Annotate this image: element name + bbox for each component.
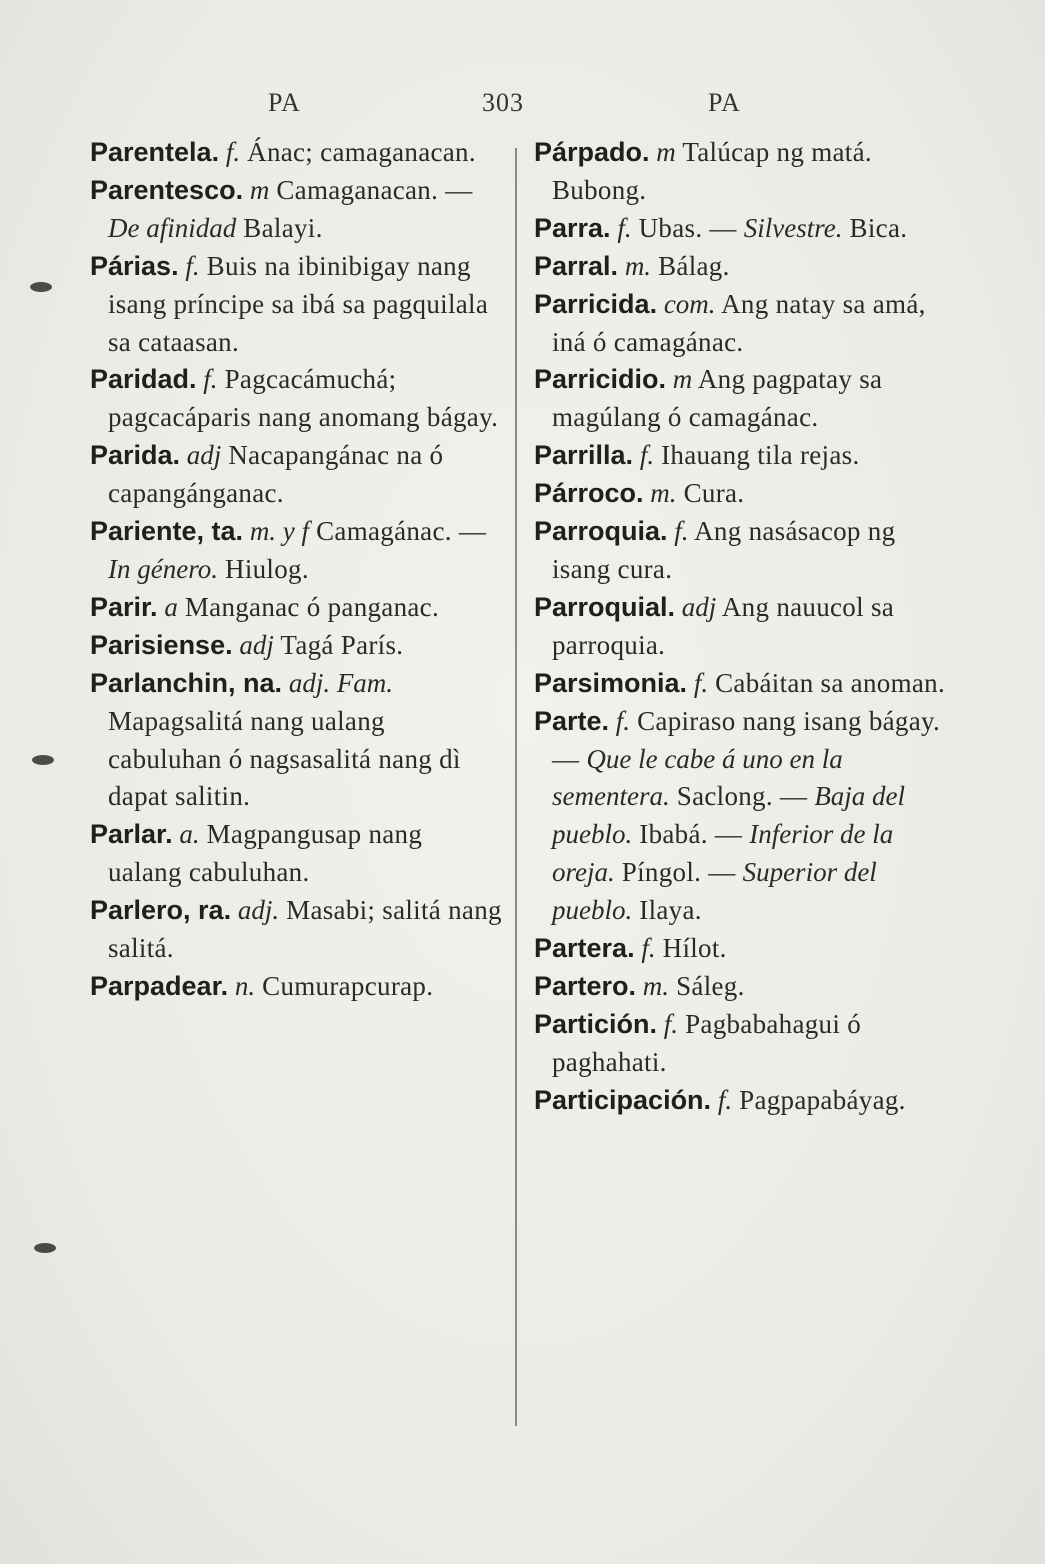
dictionary-entry	[534, 968, 946, 1006]
page-number: 303	[482, 88, 524, 117]
dictionary-entry	[90, 627, 502, 665]
entry-grammar-italic: adj. Fam.	[288, 667, 394, 698]
dictionary-entry	[90, 361, 502, 437]
entry-definition: Hílot.	[655, 933, 727, 964]
dictionary-entry	[90, 816, 502, 892]
entry-headword: Parpadear.	[90, 970, 229, 1001]
dictionary-entry	[90, 437, 502, 513]
entry-definition: Bica.	[842, 212, 908, 243]
entry-grammar-italic: f.	[663, 1008, 679, 1039]
entry-definition: Ibabá. —	[632, 819, 750, 850]
entry-definition: Camaganacan. —	[269, 174, 473, 205]
dictionary-entry	[534, 475, 946, 513]
margin-punch-mark	[30, 282, 52, 292]
entry-headword: Parte.	[534, 705, 610, 736]
entry-grammar-italic: adj	[186, 440, 222, 471]
dictionary-entry	[90, 172, 502, 248]
dictionary-entry	[534, 437, 946, 475]
entry-grammar-italic: a	[164, 591, 178, 622]
entry-grammar-italic: adj	[239, 629, 274, 660]
entry-grammar-italic: Inferior de la oreja.	[552, 819, 894, 888]
entry-grammar-italic: m.	[650, 478, 677, 509]
entry-headword: Participación.	[534, 1084, 712, 1115]
entry-grammar-italic: Baja del pueblo.	[552, 781, 906, 850]
dictionary-entry	[90, 248, 502, 362]
dictionary-entry	[534, 1082, 946, 1120]
entry-definition: Pagpapabáyag.	[732, 1084, 906, 1115]
right-column	[534, 134, 946, 1120]
entry-headword: Parentesco.	[90, 174, 244, 205]
entry-headword: Parlero, ra.	[90, 895, 232, 926]
entry-grammar-italic: com.	[663, 288, 716, 319]
dictionary-entry	[90, 665, 502, 817]
entry-headword: Párias.	[90, 250, 179, 281]
entry-definition: Mapagsalitá nang ualang cabuluhan ó nagsasalitá nang dì dapat salitin.	[108, 705, 461, 812]
entry-grammar-italic: f.	[225, 137, 241, 167]
entry-definition: Saclong. —	[669, 781, 815, 812]
dictionary-entry	[90, 892, 502, 968]
entry-headword: Parral.	[534, 250, 619, 281]
entry-definition: Ang pagpatay sa magúlang ó camagánac.	[552, 364, 883, 433]
entry-headword: Partero.	[534, 970, 637, 1001]
entry-grammar-italic: f.	[693, 667, 709, 698]
entry-definition: Buis na ibinibigay nang isang príncipe sa ibá sa pagquilala sa cataasan.	[108, 250, 489, 357]
entry-headword: Parsimonia.	[534, 667, 688, 698]
running-header	[0, 88, 1045, 128]
entry-grammar-italic: adj.	[237, 895, 280, 926]
entry-definition: Hiulog.	[217, 553, 309, 584]
entry-definition: Sáleg.	[669, 970, 745, 1001]
dictionary-entry	[534, 1006, 946, 1082]
dictionary-entry	[534, 286, 946, 362]
entry-grammar-italic: De afinidad	[108, 212, 237, 243]
entry-grammar-italic: Superior del pueblo.	[552, 857, 877, 926]
entry-grammar-italic: f.	[185, 250, 200, 281]
dictionary-entry	[534, 210, 946, 248]
entry-definition: Ang nauucol sa parroquia.	[552, 591, 895, 660]
entry-grammar-italic: n.	[234, 970, 256, 1001]
entry-definition: Ang natay sa amá, iná ó camagánac.	[552, 288, 926, 357]
entry-headword: Pariente, ta.	[90, 516, 244, 547]
entry-headword: Paridad.	[90, 364, 197, 395]
entry-definition: Píngol. —	[614, 857, 743, 888]
entry-headword: Parrilla.	[534, 440, 634, 471]
entry-headword: Parroquia.	[534, 516, 668, 547]
entry-grammar-italic: In género.	[108, 553, 218, 584]
left-column	[90, 134, 502, 1006]
dictionary-entry	[534, 930, 946, 968]
column-divider	[515, 148, 517, 1426]
dictionary-entry	[534, 589, 946, 665]
header-right-letters: PA	[708, 88, 741, 117]
entry-grammar-italic: f.	[203, 364, 218, 395]
entry-definition: Ánac; camaganacan.	[240, 137, 476, 167]
entry-definition: Bálag.	[651, 250, 730, 281]
entry-definition: Pagcacámuchá; pagcacáparis nang anomang bágay.	[108, 364, 499, 433]
dictionary-entry	[90, 513, 502, 589]
dictionary-entry	[90, 134, 502, 172]
dictionary-entry	[534, 665, 946, 703]
entry-grammar-italic: f.	[641, 933, 656, 964]
dictionary-entry	[534, 248, 946, 286]
entry-definition: Camagánac. —	[309, 516, 487, 547]
entry-definition: Magpangusap nang ualang cabuluhan.	[108, 819, 423, 888]
entry-definition: Cumurapcurap.	[255, 970, 434, 1001]
entry-grammar-italic: m	[656, 137, 676, 167]
entry-definition: Ang nasásacop ng isang cura.	[552, 516, 896, 584]
entry-headword: Párpado.	[534, 137, 650, 167]
entry-grammar-italic: m. y f	[249, 516, 310, 547]
margin-punch-mark	[34, 1243, 56, 1253]
entry-definition: Cura.	[676, 478, 745, 509]
entry-headword: Parentela.	[90, 137, 220, 167]
dictionary-entry	[90, 589, 502, 627]
entry-definition: Ilaya.	[632, 895, 702, 926]
entry-grammar-italic: Que le cabe á uno en la sementera.	[552, 743, 843, 812]
entry-definition: Nacapangánac na ó capangánganac.	[108, 440, 444, 509]
entry-grammar-italic: f.	[717, 1084, 733, 1115]
entry-grammar-italic: f.	[615, 705, 631, 736]
entry-grammar-italic: m.	[642, 970, 670, 1001]
dictionary-entry	[534, 513, 946, 589]
entry-grammar-italic: a.	[179, 819, 200, 850]
dictionary-entry	[534, 361, 946, 437]
entry-definition: Manganac ó panganac.	[177, 591, 439, 622]
entry-definition: Ubas. —	[631, 212, 744, 243]
entry-grammar-italic: m	[672, 364, 693, 395]
entry-definition: Balayi.	[236, 212, 323, 243]
entry-grammar-italic: m	[249, 174, 270, 205]
dictionary-entry	[534, 134, 946, 210]
entry-grammar-italic: adj	[681, 591, 717, 622]
entry-headword: Parricida.	[534, 288, 658, 319]
dictionary-entry	[90, 968, 502, 1006]
entry-headword: Parisiense.	[90, 629, 233, 660]
header-left-letters: PA	[268, 88, 301, 117]
entry-headword: Parricidio.	[534, 364, 667, 395]
entry-headword: Parlanchin, na.	[90, 667, 283, 698]
entry-definition: Talúcap ng matá. Bubong.	[552, 137, 872, 205]
entry-headword: Parroquial.	[534, 591, 676, 622]
entry-headword: Parida.	[90, 440, 181, 471]
entry-grammar-italic: f.	[674, 516, 689, 547]
entry-headword: Parra.	[534, 212, 611, 243]
entry-headword: Parir.	[90, 591, 158, 622]
entry-definition: Tagá París.	[273, 629, 404, 660]
entry-definition: Masabi; salitá nang salitá.	[108, 895, 502, 964]
entry-definition: Pagbabahagui ó paghahati.	[552, 1008, 861, 1077]
entry-headword: Partera.	[534, 933, 635, 964]
dictionary-entry	[534, 703, 946, 930]
entry-grammar-italic: f.	[617, 212, 632, 243]
entry-definition: Capiraso nang isang bágay. —	[552, 705, 941, 774]
entry-headword: Párroco.	[534, 478, 644, 509]
entry-grammar-italic: Silvestre.	[743, 212, 843, 243]
entry-definition: Ihauang tila rejas.	[654, 440, 860, 471]
entry-grammar-italic: m.	[624, 250, 652, 281]
entry-headword: Partición.	[534, 1008, 658, 1039]
entry-grammar-italic: f.	[639, 440, 655, 471]
entry-headword: Parlar.	[90, 819, 173, 850]
entry-definition: Cabáitan sa anoman.	[708, 667, 946, 698]
margin-punch-mark	[32, 755, 54, 765]
